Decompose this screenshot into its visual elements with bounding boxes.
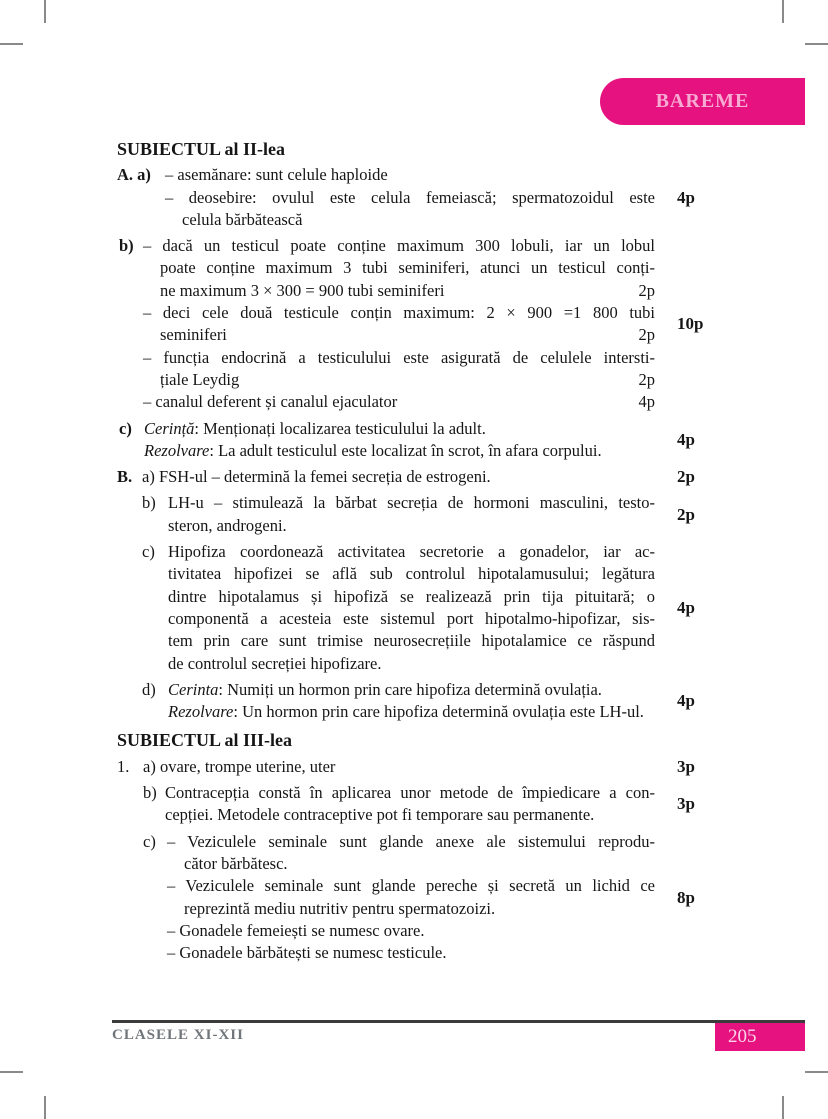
answer-line [117,831,655,853]
answer-line [117,440,655,462]
answer-row [117,679,705,724]
answer-row-text [117,235,655,413]
page-number: 205 [728,1026,757,1047]
footer-rule [112,1020,805,1023]
answer-row-text [117,541,655,675]
crop-mark [805,1071,828,1073]
text-segment: LH-u – stimulează la bărbat secreția de hormoni masculini, testo- [168,493,655,513]
text-segment: a) FSH-ul – determină la femei secreția de estrogeni. [142,467,491,487]
text-segment: Contracepția constă în aplicarea unor metode de împiedicare a con- [165,783,655,803]
crop-mark [782,1096,784,1119]
item-label: B. [117,467,133,487]
item-label: d) [142,679,156,699]
score-cell [655,831,705,965]
page-number-box [715,1023,805,1051]
score-cell [655,466,705,488]
answer-line [117,257,655,279]
text-segment: Cerință [144,418,195,438]
score-cell [655,492,705,537]
crop-mark [44,0,46,23]
answer-row-text [117,418,655,463]
item-label: b) [143,783,157,803]
answer-row-text [117,831,655,965]
answer-row [117,782,705,827]
text-segment: seminiferi [160,325,227,345]
score-cell [655,164,705,231]
text-segment: celula bărbătească [182,209,303,229]
answer-line [117,563,655,585]
text-segment: : Menționați localizarea testiculului la adult. [194,418,486,438]
answer-line [117,187,655,209]
answer-row [117,164,705,231]
text-segment: – canalul deferent și canalul ejaculator [143,392,398,412]
text-segment: tivitatea hipofizei se află sub controlul hipotalamusului; legătura [168,564,655,584]
score-cell [655,235,705,413]
score-value: 2p [677,504,695,524]
answer-row-text [117,164,655,231]
crop-mark [44,1096,46,1119]
answer-line [117,235,655,257]
score-value: 4p [677,597,695,617]
answer-line [117,280,655,302]
answer-line-text [143,391,631,413]
text-segment: – deosebire: ovulul este celula femeiască; spermatozoidul este [165,187,655,207]
answer-line [117,608,655,630]
score-value: 4p [677,187,695,207]
score-value: 2p [677,467,695,487]
answer-line [117,209,655,231]
text-segment: – deci cele două testicule conțin maximum: 2 × 900 =1 800 tubi [143,303,655,323]
item-label: b) [142,493,156,513]
score-value: 8p [677,887,695,907]
answer-line [117,804,655,826]
item-label: c) [142,542,155,562]
score-cell [655,541,705,675]
text-segment: – Veziculele seminale sunt glande pereche și secretă un lichid ce [167,876,655,896]
text-segment: steron, androgeni. [168,515,287,535]
inline-score: 2p [638,325,655,345]
crop-mark [0,1071,23,1073]
answer-line [117,418,655,440]
answer-line [117,875,655,897]
item-label: c) [119,418,132,438]
score-cell [655,782,705,827]
answer-row [117,756,705,778]
text-segment: cător bărbătesc. [184,853,288,873]
answer-line [117,466,655,488]
answer-line [117,369,655,391]
item-label: b) [119,236,134,256]
text-segment: – dacă un testicul poate conține maximum 300 lobuli, iar un lobul [143,236,655,256]
text-segment: Hipofiza coordonează activitatea secretorie a gonadelor, iar ac- [168,542,655,562]
answer-line [117,630,655,652]
item-label: 1. [117,756,130,776]
inline-score: 4p [638,392,655,412]
answer-row [117,466,705,488]
answer-row-text [117,492,655,537]
crop-mark [782,0,784,23]
score-cell [655,418,705,463]
text-segment: – Gonadele bărbătești se numesc testicule. [167,943,447,963]
footer-title: CLASELE XI-XII [112,1027,244,1043]
answer-line [117,492,655,514]
answer-row [117,235,705,413]
score-value: 3p [677,756,695,776]
answer-row [117,418,705,463]
crop-mark [805,43,828,45]
inline-score: 2p [638,280,655,300]
text-segment: tem prin care sunt trimise neurosecrețiile hipotalamice ce răspund [168,631,655,651]
text-segment: țiale Leydig [160,369,240,389]
answer-line [117,541,655,563]
text-segment: componentă a acesteia este sistemul port hipotalmo-hipofizar, sis- [168,608,655,628]
section-heading: SUBIECTUL al II-lea [117,139,286,159]
answer-line [117,920,655,942]
answer-line [117,653,655,675]
answer-line [117,679,655,701]
answer-row-text [117,756,655,778]
answer-line [117,782,655,804]
text-segment: Cerinta [168,679,219,699]
answer-row [117,831,705,965]
inline-score: 2p [638,369,655,389]
text-segment: dintre hipotalamus și hipofiză se realizează prin tija pituitară; o [168,586,655,606]
text-segment: : Un hormon prin care hipofiza determină ovulația este LH-ul. [233,702,644,722]
answer-row [117,492,705,537]
answer-row-text [117,466,655,488]
bareme-badge [600,78,805,125]
answer-line [117,586,655,608]
text-segment: Rezolvare [144,440,210,460]
answer-line [117,347,655,369]
text-segment: de controlul secreției hipofizare. [168,653,382,673]
answer-line [117,942,655,964]
answer-line [117,701,655,723]
score-cell [655,756,705,778]
answer-line [117,302,655,324]
crop-mark [0,43,23,45]
score-value: 3p [677,794,695,814]
answer-line-text [160,280,631,302]
answer-line [117,391,655,413]
text-segment: a) ovare, trompe uterine, uter [143,756,336,776]
text-segment: – asemănare: sunt celule haploide [165,165,388,185]
item-label: A. a) [117,165,151,185]
text-segment: ne maximum 3 × 300 = 900 tubi seminiferi [160,280,445,300]
answer-key-content [117,138,705,964]
answer-line [117,756,655,778]
answer-row-text [117,782,655,827]
text-segment: reprezintă mediu nutritiv pentru spermatozoizi. [184,898,496,918]
answer-line [117,324,655,346]
text-segment: – Gonadele femeiești se numesc ovare. [167,920,425,940]
answer-line-text [160,324,631,346]
item-label: c) [143,831,156,851]
text-segment: – Veziculele seminale sunt glande anexe ale sistemului reprodu- [167,831,655,851]
text-segment: poate conține maximum 3 tubi seminiferi, atunci un testicul conți- [160,258,655,278]
answer-line [117,853,655,875]
score-cell [655,679,705,724]
section-heading: SUBIECTUL al III-lea [117,730,293,751]
answer-row-text [117,679,655,724]
score-value: 4p [677,429,695,449]
answer-line [117,898,655,920]
answer-line [117,164,655,186]
text-segment: : Numiți un hormon prin care hipofiza determină ovulația. [218,679,602,699]
score-value: 10p [677,314,704,334]
score-value: 4p [677,691,695,711]
text-segment: : La adult testiculul este localizat în scrot, în afara corpului. [209,440,602,460]
answer-row [117,541,705,675]
text-segment: Rezolvare [168,702,234,722]
text-segment: – funcția endocrină a testiculului este asigurată de celulele intersti- [143,347,655,367]
text-segment: cepției. Metodele contraceptive pot fi temporare sau permanente. [165,805,595,825]
bareme-badge-label: BAREME [655,90,750,112]
answer-line-text [160,369,631,391]
answer-line [117,515,655,537]
